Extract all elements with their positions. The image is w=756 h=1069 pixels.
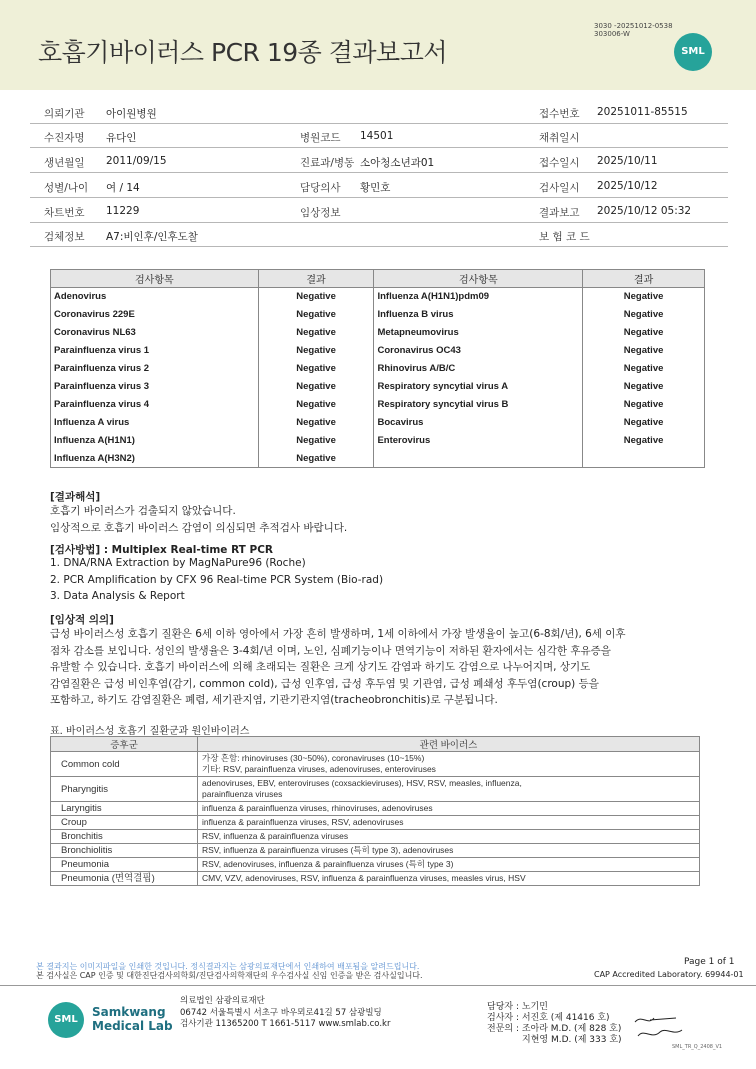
result-row [51,306,705,324]
virus-text: adenoviruses, EBV, enteroviruses (coxsackieviruses), HSV, RSV, measles, influenza, [202,778,522,788]
method-title: [검사방법] : Multiplex Real-time RT PCR [50,544,273,556]
interpretation-title: [결과해석] [50,491,101,503]
requester-value: 아이원병원 [106,108,157,120]
clinical-label: 임상정보 [300,207,341,219]
test-item: Adenovirus [51,288,259,306]
method-line: 3. Data Analysis & Report [50,590,185,602]
syndrome: Pneumonia [51,858,198,872]
related-viruses [198,777,700,802]
test-result: Negative [258,432,374,450]
virus-row [51,802,700,816]
related-viruses [198,752,700,777]
test-result: Negative [583,378,705,396]
sex-age-value: 여 / 14 [106,182,140,194]
result-row [51,378,705,396]
related-viruses [198,844,700,858]
significance-title: [임상적 의의] [50,614,114,626]
related-viruses [198,872,700,886]
test-item: Coronavirus 229E [51,306,259,324]
header-viruses: 관련 바이러스 [198,737,700,752]
divider [30,222,728,223]
significance-line: 감염질환은 급성 비인후염(감기, common cold), 급성 인후염, 급성 후두염 및 기관염, 급성 폐쇄성 후두염(croup) 등을 [50,677,599,690]
related-viruses [198,858,700,872]
virus-row [51,844,700,858]
lab-name-line: Medical Lab [92,1019,173,1033]
sml-logo: SML [674,33,712,71]
test-item: Bocavirus [374,414,583,432]
test-result: Negative [258,342,374,360]
test-item: Influenza B virus [374,306,583,324]
divider [30,123,728,124]
virus-text: 기타: RSV, parainfluenza viruses, adenoviruses, enteroviruses [202,764,436,774]
lab-name-line: Samkwang [92,1005,166,1019]
chart-label: 차트번호 [44,207,85,219]
significance-line: 점차 감소를 보입니다. 성인의 발생율은 3-4회/년 이며, 노인, 심폐기능이나 면역기능이 저하된 환자에서는 심각한 후유증을 [50,644,611,657]
cap-lab-number: CAP Accredited Laboratory. 69944-01 [594,970,744,979]
test-item: Influenza A(H1N1)pdm09 [374,288,583,306]
test-result: Negative [583,306,705,324]
significance-line: 유발할 수 있습니다. 호흡기 바이러스에 의해 초래되는 질환은 크게 상기도 감염과 하기도 감염으로 나누어지며, 상기도 [50,661,591,673]
report-title: 호흡기바이러스 PCR 19종 결과보고서 [38,38,448,67]
patient-label: 수진자명 [44,132,85,144]
hospital-code-value: 14501 [360,130,394,142]
virus-row [51,777,700,802]
virus-text: influenza & parainfluenza viruses, RSV, adenoviruses [202,817,404,827]
signatory-line: 검사자 : 서진호 (제 41416 호) [487,1013,610,1023]
virus-row [51,752,700,777]
form-version: SML_TR_Q_2408_V1 [672,1044,723,1050]
test-result: Negative [583,342,705,360]
document-code [594,22,673,38]
reception-no-label: 접수번호 [539,108,580,120]
syndrome: Bronchiolitis [51,844,198,858]
report-label: 결과보고 [539,207,580,219]
test-result: Negative [583,414,705,432]
test-result: Negative [583,288,705,306]
doctor-value: 황민호 [360,182,391,194]
lab-name [92,1005,173,1033]
birth-label: 생년월일 [44,157,85,169]
divider [30,197,728,198]
virus-row [51,830,700,844]
report-value: 2025/10/12 05:32 [597,205,692,217]
test-result: Negative [258,378,374,396]
report-header [0,0,756,90]
virus-text: influenza & parainfluenza viruses, rhinoviruses, adenoviruses [202,803,433,813]
test-item: Parainfluenza virus 2 [51,360,259,378]
related-viruses [198,830,700,844]
test-item [374,450,583,468]
test-item: Coronavirus NL63 [51,324,259,342]
test-result: Negative [258,414,374,432]
reception-date-value: 2025/10/11 [597,155,658,167]
test-item: Parainfluenza virus 4 [51,396,259,414]
test-result: Negative [258,306,374,324]
result-row [51,414,705,432]
test-item: Parainfluenza virus 3 [51,378,259,396]
test-item: Rhinovirus A/B/C [374,360,583,378]
cap-certification: 본 검사실은 CAP 인증 및 대한진단검사의학회/진단검사의학재단의 우수검사실 신임 인증을 받은 검사실입니다. [36,971,423,980]
page-number: Page 1 of 1 [684,957,735,967]
chart-value: 11229 [106,205,140,217]
signature-image [630,1010,685,1042]
requester-label: 의뢰기관 [44,108,85,120]
header-result: 결과 [583,270,705,288]
virus-header-row [51,737,700,752]
dept-label: 진료과/병동 [300,157,355,169]
virus-table [50,736,700,886]
result-row [51,324,705,342]
virus-text: RSV, influenza & parainfluenza viruses (특히 type 3), adenoviruses [202,845,454,855]
divider [30,147,728,148]
footer-divider [0,985,756,986]
test-result: Negative [258,396,374,414]
virus-row [51,872,700,886]
test-item: Influenza A virus [51,414,259,432]
reception-no-value: 20251011-85515 [597,106,688,118]
virus-text: RSV, influenza & parainfluenza viruses [202,831,349,841]
header-test-item: 검사항목 [51,270,259,288]
virus-row [51,816,700,830]
test-item: Enterovirus [374,432,583,450]
syndrome: Croup [51,816,198,830]
sex-age-label: 성별/나이 [44,182,89,194]
sampling-label: 채취일시 [539,132,580,144]
sml-footer-logo: SML [48,1002,84,1038]
test-item: Respiratory syncytial virus B [374,396,583,414]
signatories [487,1002,622,1046]
test-item: Influenza A(H3N2) [51,450,259,468]
specimen-label: 검체정보 [44,231,85,243]
signatory-line: 전문의 : 조아라 M.D. (제 828 호) [487,1024,622,1034]
test-date-label: 검사일시 [539,182,580,194]
method-line: 2. PCR Amplification by CFX 96 Real-time PCR System (Bio-rad) [50,573,384,586]
virus-text: 가장 흔함: rhinoviruses (30~50%), coronaviruses (10~15%) [202,753,425,763]
test-result: Negative [258,288,374,306]
syndrome: Bronchitis [51,830,198,844]
signatory-line: 지현영 M.D. (제 333 호) [522,1035,622,1045]
hospital-code-label: 병원코드 [300,132,341,144]
significance-text [50,626,626,709]
test-item: Coronavirus OC43 [374,342,583,360]
virus-row [51,858,700,872]
test-result [583,450,705,468]
test-result: Negative [583,360,705,378]
header-test-item: 검사항목 [374,270,583,288]
virus-text: RSV, adenoviruses, influenza & parainfluenza viruses (특히 type 3) [202,859,454,869]
results-header-row [51,270,705,288]
test-result: Negative [583,324,705,342]
test-result: Negative [258,324,374,342]
test-date-value: 2025/10/12 [597,180,658,192]
interpretation-line: 호흡기 바이러스가 검출되지 않았습니다. [50,505,236,517]
syndrome: Pneumonia (면역결핍) [51,872,198,886]
test-result: Negative [583,396,705,414]
method-text [50,555,383,605]
test-result: Negative [258,450,374,468]
test-result: Negative [583,432,705,450]
syndrome: Common cold [51,752,198,777]
syndrome: Pharyngitis [51,777,198,802]
result-row [51,432,705,450]
header-result: 결과 [258,270,374,288]
document-code-2: 303006-W [594,30,630,38]
virus-text: parainfluenza viruses [202,789,283,799]
birth-value: 2011/09/15 [106,155,167,167]
method-line: 1. DNA/RNA Extraction by MagNaPure96 (Roche) [50,557,306,569]
related-viruses [198,816,700,830]
test-result: Negative [258,360,374,378]
test-item: Influenza A(H1N1) [51,432,259,450]
test-item: Respiratory syncytial virus A [374,378,583,396]
divider [30,172,728,173]
syndrome: Laryngitis [51,802,198,816]
divider [30,246,728,247]
dept-value: 소아청소년과01 [360,157,435,169]
image-copy-warning: 본 결과지는 이미지파일을 인쇄한 것입니다. 정식결과지는 삼광의료재단에서 인쇄하여 배포됨을 알려드립니다. [36,962,420,971]
test-item: Parainfluenza virus 1 [51,342,259,360]
reception-date-label: 접수일시 [539,157,580,169]
lab-address [180,996,390,1031]
result-row [51,288,705,306]
significance-line: 포함하고, 하기도 감염질환은 폐렴, 세기관지염, 기관기관지염(tracheobronchitis)로 구분됩니다. [50,694,498,706]
test-item: Metapneumovirus [374,324,583,342]
specimen-value: A7:비인후/인후도찰 [106,231,198,243]
address-line: 06742 서울특별시 서초구 바우뫼로41길 57 삼광빌딩 [180,1007,382,1018]
doctor-label: 담당의사 [300,182,341,194]
virus-table-caption: 표. 바이러스성 호흡기 질환군과 원인바이러스 [50,726,250,737]
result-row [51,396,705,414]
significance-line: 급성 바이러스성 호흡기 질환은 6세 이하 영아에서 가장 흔히 발생하며, 1세 이하에서 가장 발생율이 높고(6-8회/년), 6세 이후 [50,628,626,640]
result-row [51,342,705,360]
address-line: 의료법인 삼광의료재단 [180,996,265,1006]
patient-value: 유다인 [106,132,137,144]
result-row [51,450,705,468]
interpretation-line: 임상적으로 호흡기 바이러스 감염이 의심되면 추적검사 바랍니다. [50,521,348,534]
address-line: 검사기관 11365200 T 1661-5117 www.smlab.co.kr [180,1019,391,1029]
insurance-label: 보 험 코 드 [539,231,590,243]
related-viruses [198,802,700,816]
signatory-line: 담당자 : 노기민 [487,1002,548,1012]
interpretation-text [50,503,347,536]
virus-text: CMV, VZV, adenoviruses, RSV, influenza & parainfluenza viruses, measles virus, HSV [202,873,526,883]
header-syndrome: 증후군 [51,737,198,752]
document-code-1: 3030 -20251012-0538 [594,22,673,30]
results-table [50,269,705,468]
result-row [51,360,705,378]
